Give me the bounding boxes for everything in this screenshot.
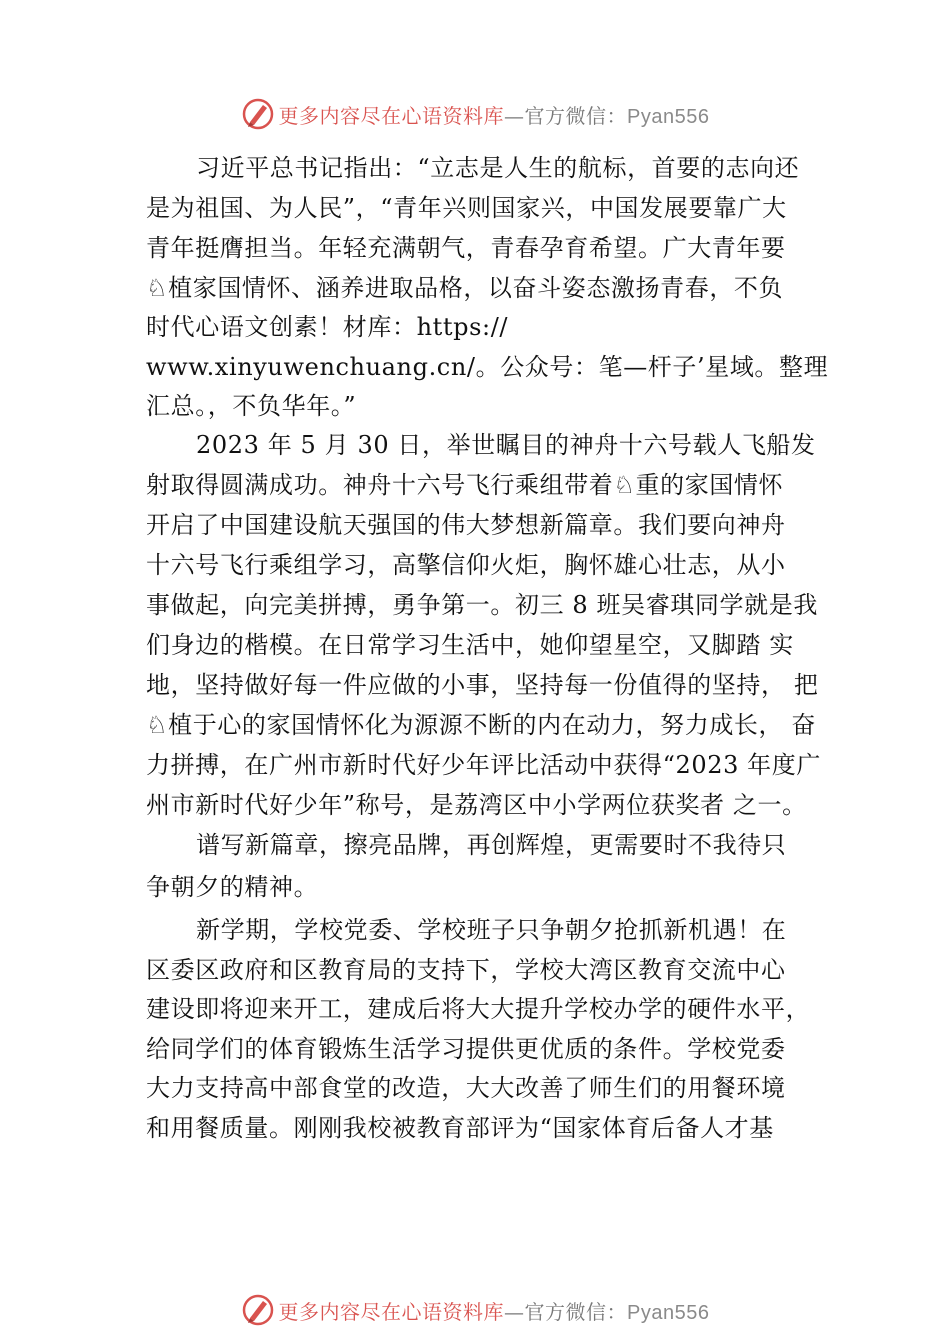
text-line: 力拼搏，在广州市新时代好少年评比活动中获得“2023 年度广 xyxy=(146,751,821,779)
text-line: ♘植于心的家国情怀化为源源不断的内在动力，努力成长， 奋 xyxy=(146,711,816,739)
text-line: 州市新时代好少年”称号，是荔湾区中小学两位获奖者 之一。 xyxy=(146,791,807,819)
text-line: 十六号飞行乘组学习，高擎信仰火炬，胸怀雄心壮志，从小 xyxy=(146,551,786,579)
text-line: 和用餐质量。刚刚我校被教育部评为“国家体育后备人才基 xyxy=(146,1114,774,1142)
text-line: 习近平总书记指出：“立志是人生的航标，首要的志向还 xyxy=(196,154,800,182)
text-line: 给同学们的体育锻炼生活学习提供更优质的条件。学校党委 xyxy=(146,1035,786,1063)
text-line: 建设即将迎来开工，建成后将大大提升学校办学的硬件水平， xyxy=(146,995,811,1023)
footer-text xyxy=(279,1296,710,1325)
text-line: 射取得圆满成功。神舟十六号飞行乘组带着♘重的家国情怀 xyxy=(146,471,784,499)
text-line: 事做起，向完美拼搏，勇争第一。初三 8 班吴睿琪同学就是我 xyxy=(146,591,818,619)
text-line: 区委区政府和区教育局的支持下，学校大湾区教育交流中心 xyxy=(146,956,786,984)
header-gray-text: —官方微信： xyxy=(504,103,628,128)
text-line: www.xinyuwenchuang.cn/。公众号：笔—杆子’星域。整理 xyxy=(146,353,829,381)
footer-red-text: 更多内容尽在心语资料库 xyxy=(278,1299,505,1324)
text-line: 2023 年 5 月 30 日，举世瞩目的神舟十六号载人飞船发 xyxy=(196,431,816,459)
text-line: 争朝夕的精神。 xyxy=(146,873,319,901)
text-line: 青年挺膺担当。年轻充满朝气，青春孕育希望。广大青年要 xyxy=(146,234,786,262)
text-line: 大力支持高中部食堂的改造，大大改善了师生们的用餐环境 xyxy=(146,1074,786,1102)
text-line: 是为祖国、为人民”，“青年兴则国家兴，中国发展要靠广大 xyxy=(146,194,787,222)
text-line: 开启了中国建设航天强国的伟大梦想新篇章。我们要向神舟 xyxy=(146,511,786,539)
text-line: ♘植家国情怀、涵养进取品格，以奋斗姿态激扬青春，不负 xyxy=(146,274,784,302)
text-line: 谱写新篇章，擦亮品牌，再创辉煌，更需要时不我待只 xyxy=(196,831,787,859)
text-line: 们身边的楷模。在日常学习生活中，她仰望星空，又脚踏 实 xyxy=(146,631,794,659)
header-wechat-id: Pyan556 xyxy=(627,105,710,128)
pen-seal-icon xyxy=(241,1293,275,1327)
text-line: 地，坚持做好每一件应做的小事，坚持每一份值得的坚持， 把 xyxy=(146,671,819,699)
text-line: 汇总。，不负华年。” xyxy=(146,392,357,420)
text-line: 时代心语文创素！材库：https:// xyxy=(146,313,509,341)
footer-gray-text: —官方微信： xyxy=(504,1299,628,1324)
header-red-text: 更多内容尽在心语资料库 xyxy=(278,103,505,128)
text-line: 新学期，学校党委、学校班子只争朝夕抢抓新机遇！在 xyxy=(196,916,787,944)
footer-wechat-id: Pyan556 xyxy=(627,1301,710,1324)
footer-banner xyxy=(0,1290,950,1330)
